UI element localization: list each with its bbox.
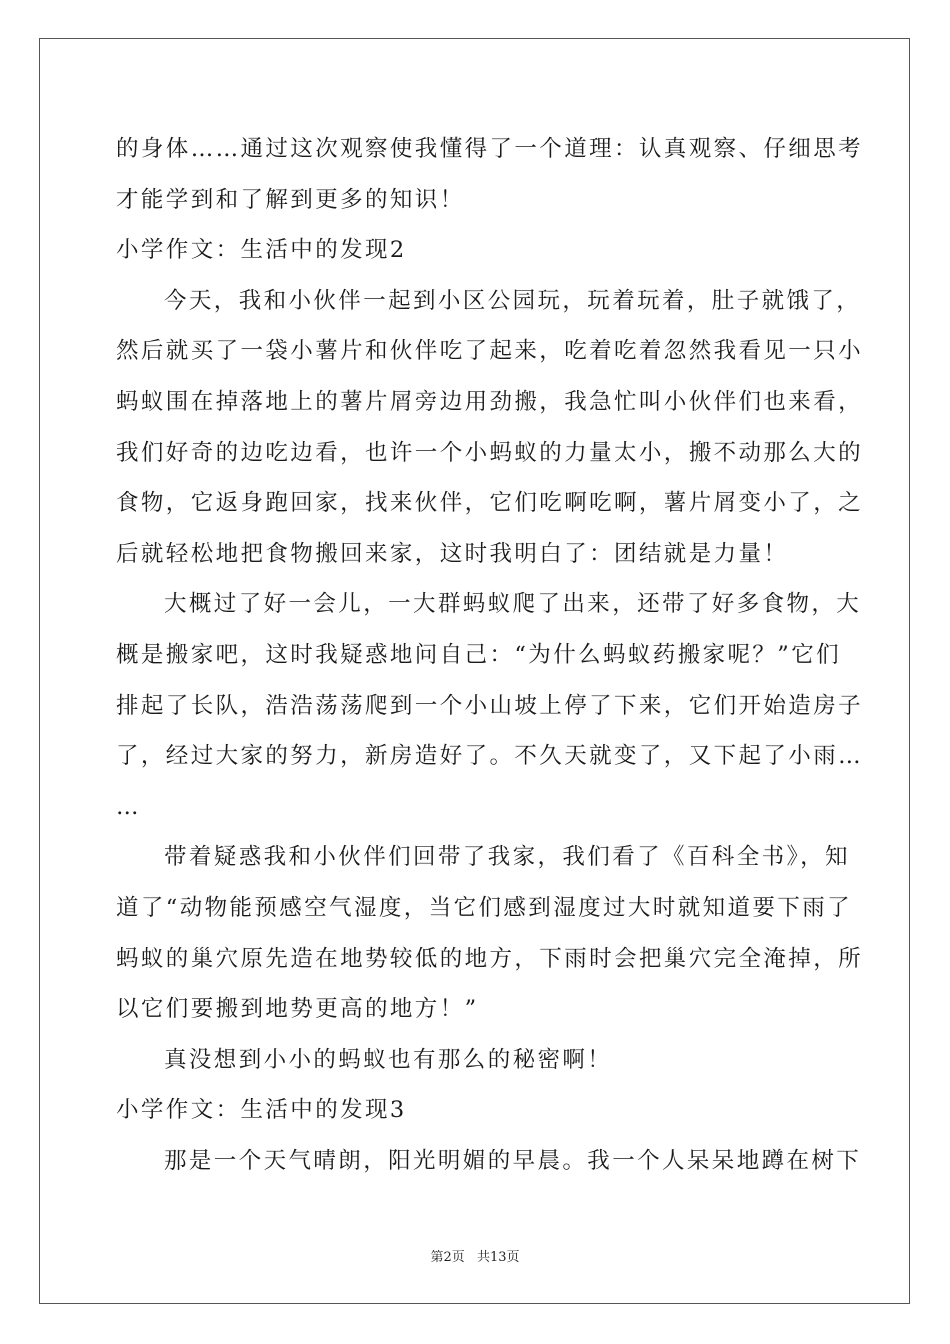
text-line-18: 以它们要搬到地势更高的地方！” bbox=[116, 996, 479, 1023]
text-line-16: 道了“动物能预感空气湿度，当它们感到湿度过大时就知道要下雨了 bbox=[116, 894, 853, 921]
text-line-2: 才能学到和了解到更多的知识！ bbox=[116, 186, 465, 213]
text-line-17: 蚂蚁的巢穴原先造在地势较低的地方，下雨时会把巢穴完全淹掉，所 bbox=[116, 945, 864, 972]
text-line-13: 了，经过大家的努力，新房造好了。不久天就变了，又下起了小雨… bbox=[116, 743, 864, 770]
section-heading-2: 小学作文：生活中的发现2 bbox=[116, 237, 407, 264]
text-line-6: 蚂蚁围在掉落地上的薯片屑旁边用劲搬，我急忙叫小伙伴们也来看， bbox=[116, 388, 864, 415]
page-total: 共13页 bbox=[476, 1250, 520, 1265]
text-line-14: … bbox=[116, 793, 141, 820]
text-line-5: 然后就买了一袋小薯片和伙伴吃了起来，吃着吃着忽然我看见一只小 bbox=[116, 338, 864, 365]
text-line-4: 今天，我和小伙伴一起到小区公园玩，玩着玩着，肚子就饿了， bbox=[164, 287, 862, 314]
text-line-15: 带着疑惑我和小伙伴们回带了我家，我们看了《百科全书》，知 bbox=[164, 844, 850, 871]
text-line-1: 的身体……通过这次观察使我懂得了一个道理：认真观察、仔细思考 bbox=[116, 136, 864, 162]
text-line-12: 排起了长队，浩浩荡荡爬到一个小山坡上停了下来，它们开始造房子 bbox=[116, 692, 864, 719]
document-body bbox=[116, 124, 864, 1186]
text-line-8: 食物，它返身跑回家，找来伙伴，它们吃啊吃啊，薯片屑变小了，之 bbox=[116, 490, 864, 517]
text-line-21: 那是一个天气晴朗，阳光明媚的早晨。我一个人呆呆地蹲在树下 bbox=[164, 1147, 862, 1174]
page-number: 第2页 bbox=[430, 1250, 465, 1265]
section-heading-3: 小学作文：生活中的发现3 bbox=[116, 1097, 407, 1124]
page-footer bbox=[0, 1246, 950, 1265]
text-line-11: 概是搬家吧，这时我疑惑地问自己：“为什么蚂蚁药搬家呢？”它们 bbox=[116, 641, 842, 668]
text-line-7: 我们好奇的边吃边看，也许一个小蚂蚁的力量太小，搬不动那么大的 bbox=[116, 439, 864, 466]
text-line-19: 真没想到小小的蚂蚁也有那么的秘密啊！ bbox=[164, 1046, 613, 1073]
text-line-10: 大概过了好一会儿，一大群蚂蚁爬了出来，还带了好多食物，大 bbox=[164, 591, 862, 618]
text-line-9: 后就轻松地把食物搬回来家，这时我明白了：团结就是力量！ bbox=[116, 540, 789, 567]
